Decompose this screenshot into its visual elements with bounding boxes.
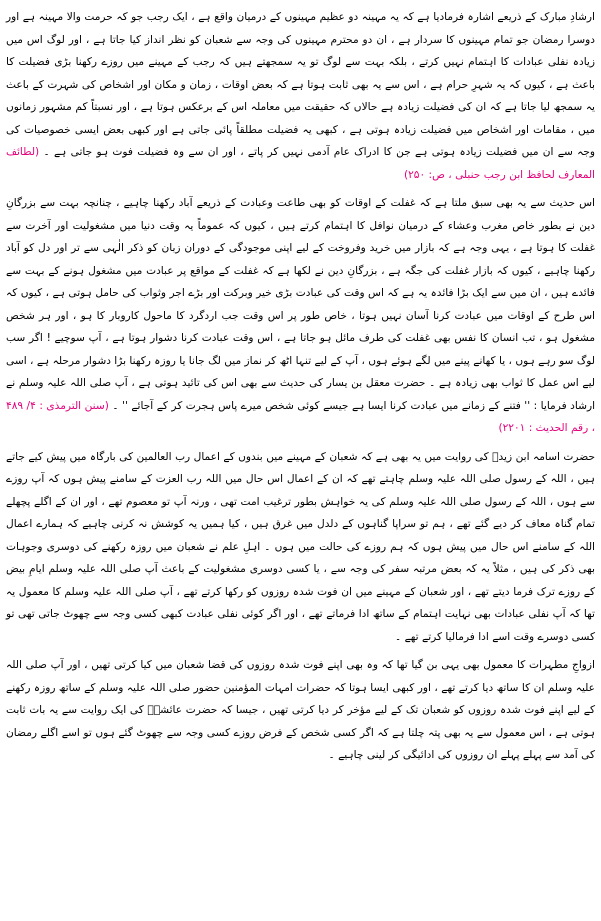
paragraph-4 [6,654,595,767]
paragraph-4-text: ازواجِ مطہرات کا معمول بھی یہی بن گیا تھا کہ وہ بھی اپنے فوت شدہ روزوں کی قضا شعبان میں کیا کرتی تھیں ، اور آپ صلی اللہ علیہ وسلم ان کا ساتھ دیا کرتے تھے ، اور کبھی ایسا ہوتا کہ حضرات امہات المؤمنین حضور صلی اللہ علیہ وسلم کے ساتھ روزہ رکھنے کے لیے اپنے فوت شدہ روزوں کو شعبان تک کے لیے مؤخر کر دیا کرتی تھیں ، جیسا کہ حضرت عائشہؓ کی ایک روایت سے یہ بات ثابت ہوتی ہے ، اس معمول سے یہ بھی پتہ چلتا ہے کہ اگر کسی شخص کے فرض روزے کسی وجہ سے چھوٹ گئے ہوں تو اسے اگلے رمضان کی آمد سے پہلے پہلے ان روزوں کی ادائیگی کر لینی چاہیے ۔ [6,659,595,761]
paragraph-2-citation: (سنن الترمذی : ۴/ ۴۸۹ ، رقم الحدیث : ۲۲۰۱) [6,399,595,434]
paragraph-2 [6,192,595,440]
paragraph-1-citation: (لطائف المعارف لحافظ ابن رجب حنبلی ، ص: ۲۵۰) [6,146,595,181]
paragraph-3-text: حضرت اسامہ ابن زیدؓ کی روایت میں یہ بھی ہے کہ شعبان کے مہینے میں بندوں کے اعمال رب العالمین کی بارگاہ میں پیش کیے جاتے ہیں ، اللہ کے رسول صلی اللہ علیہ وسلم چاہتے تھے کہ ان کے اعمال اس حال میں اللہ رب العزت کے سامنے پیش ہوں کہ آپ روزے سے ہوں ، اللہ کے رسول صلی اللہ علیہ وسلم کی یہ خواہش بطور ترغیب امت تھی ، ورنہ آپ تو معصوم تھے ، اور ان کے اگلے پچھلے تمام گناہ معاف کر دیے گئے تھے ، ہم تو سراپا گناہوں کے دلدل میں غرق ہیں ، کیا ہمیں یہ کوشش نہ کرنی چاہیے کہ ہمارے اعمال اللہ کے سامنے اس حال میں پیش ہوں کہ ہم روزے کی حالت میں ہوں ۔ اہلِ علم نے شعبان میں روزہ رکھنے کی دوسری وجوہات بھی ذکر کی ہیں ، مثلاً یہ کہ بعض مرتبہ سفر کی وجہ سے ، یا کسی دوسری مشغولیت کے باعث آپ صلی اللہ علیہ وسلم ایامِ بیض کے روزے ترک فرما دیتے تھے ، اور شعبان کے مہینے میں ان فوت شدہ روزوں کو رکھا کرتے تھے ، آپ صلی اللہ علیہ وسلم کا معمول یہ تھا کہ آپ نفلی عبادات بھی نہایت اہتمام کے ساتھ ادا فرماتے تھے ، اور اگر کوئی نفلی عبادت کبھی کسی وجہ سے چھوٹ جاتی تھی تو کسی دوسرے وقت اسے ادا فرمالیا کرتے تھے ۔ [6,450,595,643]
paragraph-1 [6,6,595,186]
paragraph-1-text: ارشادِ مبارک کے ذریعے اشارہ فرمادیا ہے کہ یہ مہینہ دو عظیم مہینوں کے درمیان واقع ہے ، ایک رجب جو کہ حرمت والا مہینہ ہے اور دوسرا رمضان جو تمام مہینوں کا سردار ہے ، ان دو محترم مہینوں کی وجہ سے شعبان کو نظر انداز کیا جاتا ہے ، اور لوگ اس میں زیادہ نفلی عبادات کا اہتمام نہیں کرتے ، بلکہ بہت سے لوگ تو یہ سمجھتے ہیں کہ رجب کے مہینے میں روزے رکھنا بڑی فضیلت کا باعث ہے ، کیوں کہ یہ شہرِ حرام ہے ، اس سے یہ بھی ثابت ہوتا ہے کہ بعض اوقات ، زمان و مکان اور اشخاص کی شہرت کے باعث یہ سمجھ لیا جاتا ہے کہ ان کی فضیلت زیادہ ہے حالاں کہ حقیقت میں معاملہ اس کے برعکس ہوتا ہے ، اور نسبتاً کم مشہور زمانوں میں ، مقامات اور اشخاص میں فضیلت زیادہ ہوتی ہے ، کبھی یہ فضیلت مطلقاً پائی جاتی ہے اور کبھی بعض ایسی خصوصیات کی وجہ سے ان میں فضیلت زیادہ ہوتی ہے جن کا ادراک عام آدمی نہیں کر پاتے ، اور ان سے وہ فضیلت فوت ہو جاتی ہے ۔ [6,11,595,158]
paragraph-2-text: اس حدیث سے یہ بھی سبق ملتا ہے کہ غفلت کے اوقات کو بھی طاعت وعبادت کے ذریعے آباد رکھنا چاہیے ، چنانچہ بہت سے بزرگانِ دین نے بطور خاص مغرب وعشاء کے درمیان نوافل کا اہتمام کرتے ہیں ، کیوں کہ عموماً یہ وقت دنیا میں مشغولیت اور آخرت سے غفلت کا ہوتا ہے ، یہی وجہ ہے کہ بازار میں خرید وفروخت کے لیے اپنی موجودگی کے دوران زبان کو ذکر الٰہی سے تر اور دل کو آباد رکھنا چاہیے ، کیوں کہ بازار غفلت کی جگہ ہے ، بزرگانِ دین نے لکھا ہے کہ غفلت کے مواقع پر عبادت میں مشغول ہونے کے بہت سے فائدے ہیں ، ان میں سے ایک بڑا فائدہ یہ ہے کہ اس وقت کی عبادت بڑی خیر وبرکت اور بڑے اجر وثواب کی حامل ہوتی ہے ، کیوں کہ اس طرح کے اوقات میں عبادت کرنا آسان نہیں ہوتا ، خاص طور پر اس وقت جب اردگرد کا ماحول کاروبار کا ہو ، اور ہر شخص مشغول ہو ، تب انسان کا نفس بھی غفلت کی طرف مائل ہو جاتا ہے ، اس وقت عبادت کرنا دشوار ہوتا ہے ، آپ سوچیے ! اگر سب لوگ سو رہے ہوں ، یا کھانے پینے میں لگے ہوئے ہوں ، آپ کے لیے تنہا اٹھ کر نماز میں لگ جانا یا روزہ رکھنا بڑا دشوار مرحلہ ہے ، اسی لیے اس عمل کا ثواب بھی زیادہ ہے ۔ حضرت معقل بن یسار کی حدیث سے بھی اس کی تائید ہوتی ہے ، آپ صلی اللہ علیہ وسلم نے ارشاد فرمایا : '' فتنے کے زمانے میں عبادت کرنا ایسا ہے جیسے کوئی شخص میرے پاس ہجرت کر کے آجائے '' ۔ [6,197,596,412]
paragraph-3 [6,446,595,649]
